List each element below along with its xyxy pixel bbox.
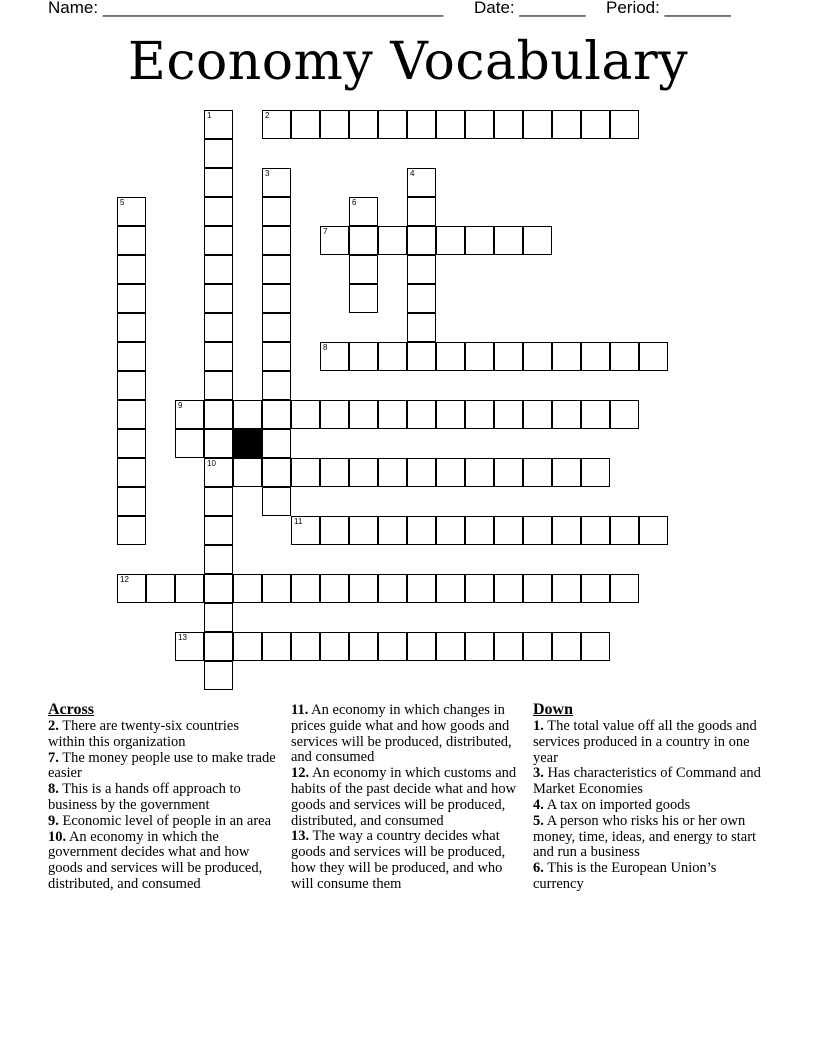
crossword-cell[interactable] <box>233 574 262 603</box>
crossword-cell[interactable] <box>552 516 581 545</box>
crossword-cell[interactable] <box>407 458 436 487</box>
crossword-cell[interactable] <box>523 632 552 661</box>
crossword-cell[interactable] <box>494 342 523 371</box>
down-clues <box>533 701 769 893</box>
crossword-cell[interactable] <box>204 545 233 574</box>
clue-number: 10 <box>207 459 216 468</box>
crossword-cell[interactable] <box>407 110 436 139</box>
crossword-cell[interactable] <box>117 197 146 226</box>
crossword-cell[interactable] <box>262 255 291 284</box>
clue-number: 11 <box>294 517 303 526</box>
clue-down-3: 3. Has characteristics of Command and Market Economies <box>533 765 761 798</box>
crossword-cell[interactable] <box>465 400 494 429</box>
crossword-cell[interactable] <box>436 226 465 255</box>
clue-across-2: 2. There are twenty-six countries within this organization <box>48 718 239 750</box>
clue-down-5: 5. A person who risks his or her own money, time, ideas, and energy to start and run a business <box>533 812 757 861</box>
crossword-cell[interactable] <box>320 458 349 487</box>
crossword-cell[interactable] <box>349 458 378 487</box>
crossword-cell[interactable] <box>552 342 581 371</box>
crossword-cell[interactable] <box>349 255 378 284</box>
crossword-cell[interactable] <box>204 429 233 458</box>
crossword-cell[interactable] <box>320 226 349 255</box>
clue-number: 5 <box>120 198 125 207</box>
crossword-cell[interactable] <box>262 400 291 429</box>
crossword-cell[interactable] <box>407 168 436 197</box>
crossword-cell[interactable] <box>262 632 291 661</box>
page-title: Economy Vocabulary <box>127 32 689 92</box>
crossword-cell[interactable] <box>465 110 494 139</box>
crossword-cell[interactable] <box>204 255 233 284</box>
crossword-cell[interactable] <box>117 429 146 458</box>
across-heading: Across <box>48 701 94 718</box>
crossword-cell[interactable] <box>291 516 320 545</box>
crossword-cell[interactable] <box>581 342 610 371</box>
crossword-cell[interactable] <box>465 226 494 255</box>
crossword-cell[interactable] <box>262 574 291 603</box>
crossword-cell[interactable] <box>523 342 552 371</box>
crossword-cell[interactable] <box>291 458 320 487</box>
clue-number: 2 <box>265 111 270 120</box>
clue-number: 12 <box>120 575 129 584</box>
crossword-cell[interactable] <box>494 110 523 139</box>
crossword-cell[interactable] <box>436 632 465 661</box>
crossword-cell[interactable] <box>523 400 552 429</box>
crossword-cell[interactable] <box>204 168 233 197</box>
crossword-cell[interactable] <box>349 574 378 603</box>
crossword-cell[interactable] <box>378 574 407 603</box>
crossword-cell[interactable] <box>494 516 523 545</box>
crossword-cell[interactable] <box>204 197 233 226</box>
crossword-cell[interactable] <box>494 458 523 487</box>
clue-number: 8 <box>323 343 328 352</box>
crossword-cell[interactable] <box>407 226 436 255</box>
clue-across-9: 9. Economic level of people in an area <box>48 812 272 829</box>
crossword-cell[interactable] <box>378 516 407 545</box>
crossword-cell[interactable] <box>146 574 175 603</box>
crossword-cell[interactable] <box>465 342 494 371</box>
crossword-cell[interactable] <box>436 516 465 545</box>
crossword-cell[interactable] <box>320 400 349 429</box>
clue-across-10: 10. An economy in which the government decides what and how goods and services will be produced, distributed, and consumed <box>48 828 263 892</box>
crossword-cell[interactable] <box>262 342 291 371</box>
date-label: Date: <box>474 0 515 17</box>
crossword-cell[interactable] <box>378 400 407 429</box>
crossword-cell[interactable] <box>465 574 494 603</box>
crossword-cell[interactable] <box>117 255 146 284</box>
crossword-cell[interactable] <box>349 197 378 226</box>
crossword-cell[interactable] <box>378 458 407 487</box>
crossword-cell[interactable] <box>262 226 291 255</box>
crossword-cell[interactable] <box>262 284 291 313</box>
crossword-cell[interactable] <box>407 516 436 545</box>
crossword-cell[interactable] <box>320 110 349 139</box>
crossword-cell[interactable] <box>465 632 494 661</box>
crossword-cell[interactable] <box>204 603 233 632</box>
crossword-cell[interactable] <box>262 458 291 487</box>
crossword-cell[interactable] <box>204 400 233 429</box>
clue-number: 1 <box>207 111 212 120</box>
crossword-cell[interactable] <box>291 110 320 139</box>
crossword-cell[interactable] <box>349 110 378 139</box>
crossword-cell[interactable] <box>407 255 436 284</box>
crossword-cell[interactable] <box>610 342 639 371</box>
crossword-cell[interactable] <box>175 574 204 603</box>
crossword-cell[interactable] <box>552 458 581 487</box>
crossword-cell[interactable] <box>117 574 146 603</box>
crossword-cell[interactable] <box>204 632 233 661</box>
crossword-cell[interactable] <box>552 110 581 139</box>
crossword-cell[interactable] <box>407 400 436 429</box>
crossword-cell[interactable] <box>320 632 349 661</box>
clue-number: 13 <box>178 633 187 642</box>
crossword-cell[interactable] <box>523 226 552 255</box>
crossword-cell[interactable] <box>436 342 465 371</box>
period-label: Period: <box>606 0 660 17</box>
crossword-cell[interactable] <box>349 226 378 255</box>
crossword-cell[interactable] <box>117 458 146 487</box>
crossword-cell[interactable] <box>117 487 146 516</box>
crossword-cell[interactable] <box>523 516 552 545</box>
clue-across-8: 8. This is a hands off approach to business by the government <box>48 781 241 813</box>
crossword-cell[interactable] <box>523 110 552 139</box>
crossword-cell[interactable] <box>204 487 233 516</box>
crossword-cell[interactable] <box>552 400 581 429</box>
crossword-cell[interactable] <box>436 458 465 487</box>
crossword-cell[interactable] <box>378 342 407 371</box>
crossword-cell[interactable] <box>204 661 233 690</box>
across-clues-col1 <box>48 701 276 893</box>
crossword-cell[interactable] <box>523 574 552 603</box>
crossword-cell[interactable] <box>320 574 349 603</box>
crossword-cell[interactable] <box>581 458 610 487</box>
crossword-cell[interactable] <box>262 371 291 400</box>
crossword-cell[interactable] <box>117 342 146 371</box>
crossword-cell[interactable] <box>117 400 146 429</box>
clue-number: 9 <box>178 401 183 410</box>
clue-number: 3 <box>265 169 270 178</box>
crossword-cell[interactable] <box>407 632 436 661</box>
crossword-cell[interactable] <box>523 458 552 487</box>
clue-across-7: 7. The money people use to make trade easier <box>48 749 276 782</box>
crossword-cell[interactable] <box>581 516 610 545</box>
crossword-cell[interactable] <box>204 139 233 168</box>
crossword-cell[interactable] <box>175 429 204 458</box>
crossword-cell[interactable] <box>175 632 204 661</box>
crossword-cell[interactable] <box>349 400 378 429</box>
crossword-cell[interactable] <box>639 516 668 545</box>
crossword-cell[interactable] <box>262 197 291 226</box>
crossword-cell[interactable] <box>320 342 349 371</box>
crossword-black-square <box>233 429 262 458</box>
crossword-cell[interactable] <box>291 632 320 661</box>
crossword-cell[interactable] <box>320 516 349 545</box>
crossword-cell[interactable] <box>581 400 610 429</box>
crossword-cell[interactable] <box>349 342 378 371</box>
name-label: Name: <box>48 0 99 17</box>
period-line: _______ <box>664 0 731 17</box>
crossword-cell[interactable] <box>610 574 639 603</box>
crossword-cell[interactable] <box>262 168 291 197</box>
crossword-cell[interactable] <box>349 632 378 661</box>
clue-number: 6 <box>352 198 357 207</box>
crossword-cell[interactable] <box>204 516 233 545</box>
clue-down-4: 4. A tax on imported goods <box>533 796 691 813</box>
crossword-cell[interactable] <box>262 429 291 458</box>
clue-number: 7 <box>323 227 328 236</box>
crossword-cell[interactable] <box>465 516 494 545</box>
crossword-cell[interactable] <box>494 400 523 429</box>
clue-across-12: 12. An economy in which customs and habits of the past decide what and how goods and services will be produced, distributed, and consumed <box>291 765 517 829</box>
clue-across-13: 13. The way a country decides what goods and services will be produced, how they will be produced, and who will consume them <box>291 828 506 892</box>
crossword-cell[interactable] <box>233 632 262 661</box>
crossword-cell[interactable] <box>378 110 407 139</box>
crossword-cell[interactable] <box>349 516 378 545</box>
clue-down-6: 6. This is the European Union’s currency <box>533 860 717 892</box>
crossword-cell[interactable] <box>436 400 465 429</box>
crossword-cell[interactable] <box>291 574 320 603</box>
crossword-cell[interactable] <box>233 400 262 429</box>
crossword-cell[interactable] <box>552 574 581 603</box>
crossword-cell[interactable] <box>436 110 465 139</box>
crossword-cell[interactable] <box>407 574 436 603</box>
crossword-cell[interactable] <box>233 458 262 487</box>
crossword-cell[interactable] <box>204 226 233 255</box>
crossword-cell[interactable] <box>639 342 668 371</box>
crossword-cell[interactable] <box>204 342 233 371</box>
crossword-cell[interactable] <box>175 400 204 429</box>
clue-down-1: 1. The total value off all the goods and services produced in a country in one year <box>533 718 757 766</box>
crossword-cell[interactable] <box>407 313 436 342</box>
crossword-cell[interactable] <box>407 342 436 371</box>
crossword-cell[interactable] <box>117 284 146 313</box>
across-clues-col2 <box>291 703 525 893</box>
crossword-cell[interactable] <box>610 516 639 545</box>
crossword-cell[interactable] <box>436 574 465 603</box>
crossword-cell[interactable] <box>117 226 146 255</box>
crossword-cell[interactable] <box>378 632 407 661</box>
crossword-cell[interactable] <box>117 516 146 545</box>
date-line: _______ <box>519 0 586 17</box>
crossword-cell[interactable] <box>581 574 610 603</box>
crossword-cell[interactable] <box>262 313 291 342</box>
crossword-cell[interactable] <box>610 400 639 429</box>
crossword-cell[interactable] <box>204 458 233 487</box>
crossword-cell[interactable] <box>204 313 233 342</box>
crossword-cell[interactable] <box>262 110 291 139</box>
crossword-cell[interactable] <box>581 110 610 139</box>
crossword-cell[interactable] <box>494 574 523 603</box>
crossword-cell[interactable] <box>610 110 639 139</box>
clue-across-11: 11. An economy in which changes in prices guide what and how goods and services will be produced, distributed, and consumed <box>291 702 512 766</box>
crossword-cell[interactable] <box>117 371 146 400</box>
crossword-cell[interactable] <box>378 226 407 255</box>
crossword-cell[interactable] <box>581 632 610 661</box>
down-heading: Down <box>533 701 574 718</box>
crossword-cell[interactable] <box>291 400 320 429</box>
name-line: ____________________________________ <box>102 0 444 17</box>
crossword-cell[interactable] <box>117 313 146 342</box>
crossword-cell[interactable] <box>407 284 436 313</box>
crossword-cell[interactable] <box>494 226 523 255</box>
crossword-cell[interactable] <box>407 197 436 226</box>
crossword-cell[interactable] <box>494 632 523 661</box>
crossword-cell[interactable] <box>204 371 233 400</box>
crossword-cell[interactable] <box>204 284 233 313</box>
clue-number: 4 <box>410 169 415 178</box>
crossword-cell[interactable] <box>465 458 494 487</box>
crossword-cell[interactable] <box>262 487 291 516</box>
crossword-cell[interactable] <box>204 110 233 139</box>
crossword-cell[interactable] <box>349 284 378 313</box>
crossword-cell[interactable] <box>552 632 581 661</box>
crossword-cell[interactable] <box>204 574 233 603</box>
